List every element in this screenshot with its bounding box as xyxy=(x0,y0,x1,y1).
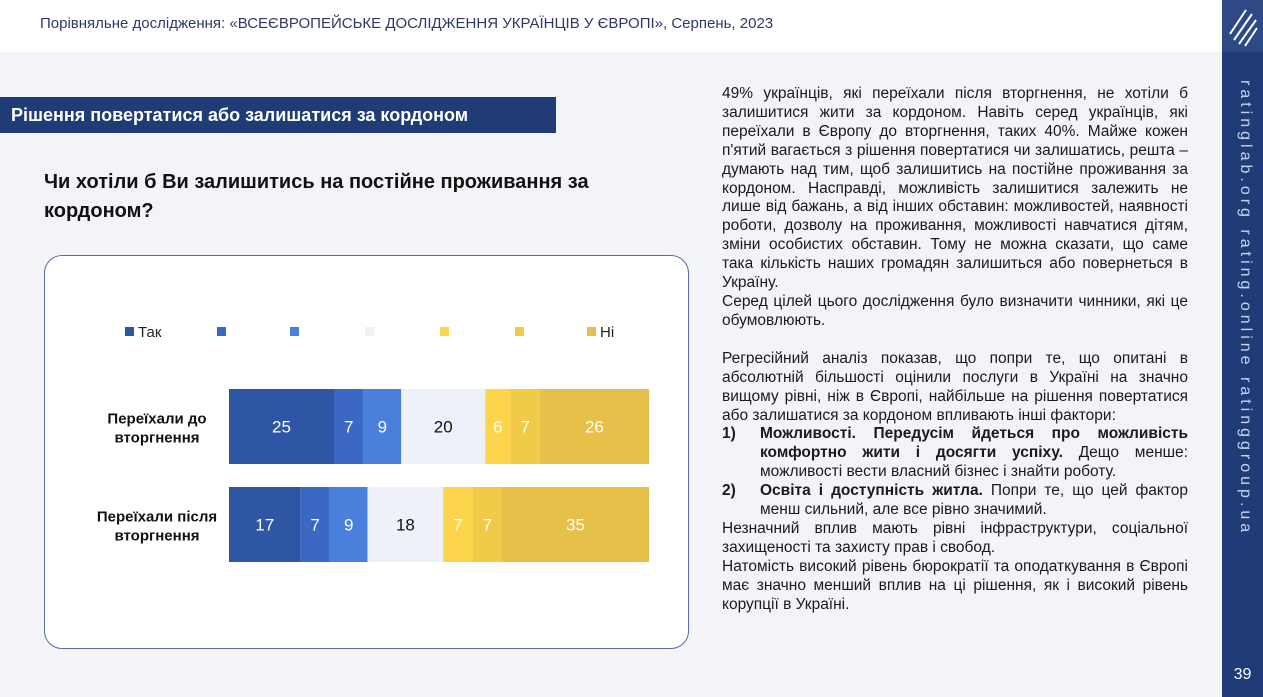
list-item-rest: Попри те, що цей фактор менш сильний, але все рівно значимий. xyxy=(760,482,1188,519)
data-label: 25 xyxy=(272,417,291,437)
logo-icon xyxy=(1222,0,1263,52)
data-label: 18 xyxy=(395,515,415,535)
legend-swatch xyxy=(290,327,299,336)
analysis-text xyxy=(722,85,1188,614)
data-label: 7 xyxy=(482,515,493,535)
data-label: 7 xyxy=(310,515,320,535)
list-item-bold: Освіта і доступність житла. xyxy=(760,482,983,500)
data-label: 26 xyxy=(584,417,604,437)
header-bar xyxy=(0,0,1222,52)
data-label: 7 xyxy=(453,515,463,535)
paragraph-3: Регресійний аналіз показав, що попри те, що опитані в абсолютній більшості оцінили послуги в Україні на значно вищому рівні, ніж в Європі, найбільше на рішення повертатися або залишатися за кордоном впливають інші фактори: xyxy=(722,349,1188,424)
chart-panel xyxy=(44,255,689,649)
list-item-rest: Дещо менше: можливості вести власний бізнес і знайти роботу. xyxy=(760,444,1188,481)
list-number: 1) xyxy=(722,425,736,443)
paragraph-2: Серед цілей цього дослідження було визначити чинники, які це обумовлюють. xyxy=(722,292,1188,329)
list-item-bold: Можливості. Передусім йдеться про можливість комфортно жити і досягти успіху. xyxy=(760,425,1188,462)
list-item xyxy=(722,425,1188,482)
section-banner-label: Рішення повертатися або залишатися за кордоном xyxy=(11,105,469,125)
data-label: 20 xyxy=(433,417,453,437)
paragraph-5: Натомість високий рівень бюрократії та оподаткування в Європі має значно менший вплив на ці рішення, як і високий рівень корупції в Україні. xyxy=(722,557,1188,613)
legend-swatch xyxy=(217,327,226,336)
page-number: 39 xyxy=(1233,666,1252,683)
legend-label: Так xyxy=(138,324,162,341)
legend-swatch xyxy=(125,327,134,336)
data-label: 6 xyxy=(493,417,503,437)
category-label: Переїхали до xyxy=(107,410,207,428)
category-label: вторгнення xyxy=(114,429,200,447)
data-label: 17 xyxy=(255,515,275,535)
data-label: 9 xyxy=(343,515,354,535)
data-label: 9 xyxy=(377,417,388,437)
sidebar-websites: ratinglab.org rating.online ratinggroup.ua xyxy=(1237,80,1254,537)
stacked-bar-chart xyxy=(45,256,690,650)
logo xyxy=(1222,0,1263,52)
header-title: Порівняльне дослідження: «ВСЕЄВРОПЕЙСЬКЕ ДОСЛІДЖЕННЯ УКРАЇНЦІВ У ЄВРОПІ», Серпень, 2023 xyxy=(40,15,774,32)
legend-swatch xyxy=(440,327,449,336)
data-label: 7 xyxy=(343,417,354,437)
factor-list xyxy=(722,425,1188,520)
list-number: 2) xyxy=(722,482,736,500)
category-label: вторгнення xyxy=(114,527,200,545)
data-label: 35 xyxy=(566,515,585,535)
data-label: 7 xyxy=(520,417,530,437)
legend-swatch xyxy=(365,327,374,336)
category-label: Переїхали після xyxy=(96,508,218,526)
list-item xyxy=(722,482,1188,520)
question-title: Чи хотіли б Ви залишитись на постійне проживання за кордоном? xyxy=(44,171,589,222)
paragraph-4: Незначний вплив мають рівні інфраструктури, соціальної захищеності та захисту прав і свобод. xyxy=(722,519,1188,556)
paragraph-1: 49% українців, які переїхали після вторгнення, не хотіли б залишитися жити за кордоном. Навіть серед українців, які переїхали в Європу до вторгнення, таких 40%. Майже кожен п'ятий вагається з рішення повертатися чи залишатись, решта – думають над тим, щоб залишитись на постійне проживання за кордоном. Насправді, можливість залишитися залежить не лише від бажань, а від інших обставин: можливостей, наявності роботи, дозволу на проживання, можливості навчатися дітям, зміни особистих обставин. Тому не можна сказати, що саме така кількість наших громадян залишиться або повернеться в Україну. xyxy=(722,85,1188,292)
legend-label: Ні xyxy=(600,324,615,341)
legend-swatch xyxy=(515,327,524,336)
legend-swatch xyxy=(587,327,596,336)
section-banner xyxy=(0,97,556,133)
